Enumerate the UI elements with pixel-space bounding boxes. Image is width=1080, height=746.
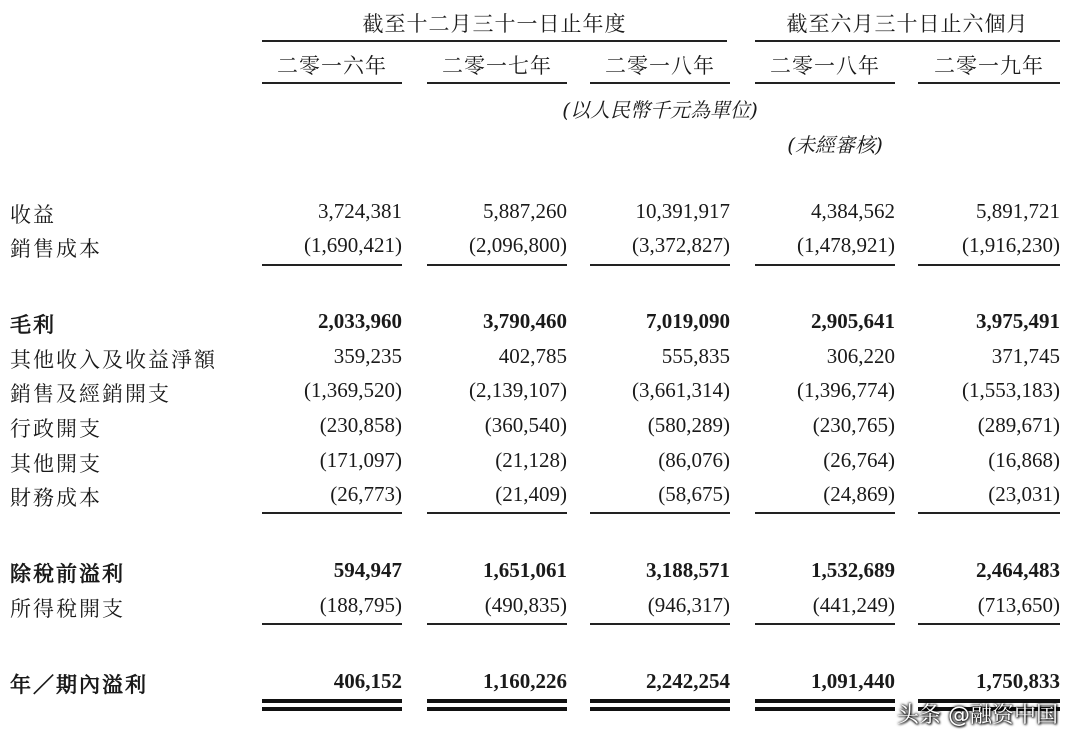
value-cell: 3,724,381 [318, 199, 402, 223]
value-cell: 594,947 [333, 558, 402, 582]
value-cell: (1,396,774) [797, 378, 895, 402]
value-cell: (23,031) [988, 482, 1060, 506]
year-rule [427, 82, 567, 84]
row-label-gross-profit: 毛利 [10, 312, 56, 337]
value-cell: 1,532,689 [811, 558, 895, 582]
double-rule-top [590, 699, 730, 703]
value-cell: (1,553,183) [962, 378, 1060, 402]
subtotal-rule [755, 264, 895, 266]
value-cell: (1,690,421) [304, 233, 402, 257]
subtotal-rule [262, 623, 402, 625]
subtotal-rule [427, 512, 567, 514]
double-rule-bottom [262, 707, 402, 711]
row-label-profit-before-tax: 除稅前溢利 [10, 561, 125, 586]
value-cell: 5,891,721 [976, 199, 1060, 223]
row-label-other-income: 其他收入及收益淨額 [10, 348, 217, 372]
year-header-2016: 二零一六年 [277, 54, 387, 78]
value-cell: (360,540) [484, 413, 567, 437]
value-cell: 406,152 [333, 669, 402, 693]
group-title-half-year: 截至六月三十日止六個月 [786, 12, 1029, 36]
unaudited-note: (未經審核) [787, 133, 883, 157]
value-cell: 3,188,571 [646, 558, 730, 582]
value-cell: (1,916,230) [962, 233, 1060, 257]
value-cell: (580,289) [647, 413, 730, 437]
value-cell: 7,019,090 [646, 309, 730, 333]
subtotal-rule [427, 264, 567, 266]
value-cell: (2,096,800) [469, 233, 567, 257]
value-cell: (58,675) [658, 482, 730, 506]
group-rule-half-year [755, 40, 1060, 42]
value-cell: (490,835) [484, 593, 567, 617]
double-rule-bottom [755, 707, 895, 711]
row-label-cost-of-sales: 銷售成本 [10, 237, 102, 261]
value-cell: 5,887,260 [483, 199, 567, 223]
double-rule-top [755, 699, 895, 703]
value-cell: (21,409) [495, 482, 567, 506]
subtotal-rule [427, 623, 567, 625]
value-cell: (441,249) [812, 593, 895, 617]
row-label-revenue: 收益 [10, 203, 56, 227]
year-rule [755, 82, 895, 84]
subtotal-rule [262, 264, 402, 266]
row-label-other-expenses: 其他開支 [10, 452, 102, 476]
value-cell: 3,975,491 [976, 309, 1060, 333]
row-label-finance-costs: 財務成本 [10, 486, 102, 510]
row-label-selling-expenses: 銷售及經銷開支 [10, 382, 171, 406]
value-cell: (26,773) [330, 482, 402, 506]
value-cell: (86,076) [658, 448, 730, 472]
value-cell: (1,369,520) [304, 378, 402, 402]
year-header-2019-h1: 二零一九年 [934, 54, 1044, 78]
value-cell: (946,317) [647, 593, 730, 617]
value-cell: (2,139,107) [469, 378, 567, 402]
row-label-net-profit: 年／期內溢利 [10, 672, 148, 697]
subtotal-rule [918, 512, 1060, 514]
value-cell: 402,785 [498, 344, 567, 368]
value-cell: 555,835 [661, 344, 730, 368]
year-header-2017: 二零一七年 [442, 54, 552, 78]
value-cell: (230,858) [319, 413, 402, 437]
value-cell: 1,091,440 [811, 669, 895, 693]
value-cell: 1,750,833 [976, 669, 1060, 693]
row-label-admin-expenses: 行政開支 [10, 417, 102, 441]
value-cell: (26,764) [823, 448, 895, 472]
unit-note: (以人民幣千元為單位) [562, 98, 758, 122]
double-rule-top [262, 699, 402, 703]
row-label-income-tax: 所得稅開支 [10, 597, 125, 621]
subtotal-rule [590, 512, 730, 514]
watermark-text: 头条 @融资中国 [897, 703, 1058, 728]
value-cell: (171,097) [319, 448, 402, 472]
subtotal-rule [590, 623, 730, 625]
value-cell: 3,790,460 [483, 309, 567, 333]
value-cell: 4,384,562 [811, 199, 895, 223]
double-rule-top [427, 699, 567, 703]
subtotal-rule [755, 512, 895, 514]
year-rule [262, 82, 402, 84]
year-rule [590, 82, 730, 84]
value-cell: (16,868) [988, 448, 1060, 472]
double-rule-bottom [427, 707, 567, 711]
value-cell: 1,651,061 [483, 558, 567, 582]
value-cell: (1,478,921) [797, 233, 895, 257]
subtotal-rule [590, 264, 730, 266]
subtotal-rule [262, 512, 402, 514]
value-cell: (3,661,314) [632, 378, 730, 402]
value-cell: (188,795) [319, 593, 402, 617]
year-header-2018-h1: 二零一八年 [770, 54, 880, 78]
value-cell: 10,391,917 [635, 199, 730, 223]
year-rule [918, 82, 1060, 84]
subtotal-rule [755, 623, 895, 625]
group-title-full-year: 截至十二月三十一日止年度 [362, 12, 627, 36]
value-cell: 2,242,254 [646, 669, 730, 693]
value-cell: 359,235 [333, 344, 402, 368]
value-cell: (713,650) [977, 593, 1060, 617]
double-rule-bottom [590, 707, 730, 711]
group-rule-full-year [262, 40, 727, 42]
subtotal-rule [918, 623, 1060, 625]
value-cell: 1,160,226 [483, 669, 567, 693]
value-cell: 306,220 [826, 344, 895, 368]
year-header-2018: 二零一八年 [605, 54, 715, 78]
value-cell: (3,372,827) [632, 233, 730, 257]
value-cell: 2,033,960 [318, 309, 402, 333]
value-cell: (24,869) [823, 482, 895, 506]
value-cell: 2,905,641 [811, 309, 895, 333]
value-cell: 371,745 [991, 344, 1060, 368]
value-cell: (230,765) [812, 413, 895, 437]
value-cell: (289,671) [977, 413, 1060, 437]
value-cell: 2,464,483 [976, 558, 1060, 582]
value-cell: (21,128) [495, 448, 567, 472]
subtotal-rule [918, 264, 1060, 266]
